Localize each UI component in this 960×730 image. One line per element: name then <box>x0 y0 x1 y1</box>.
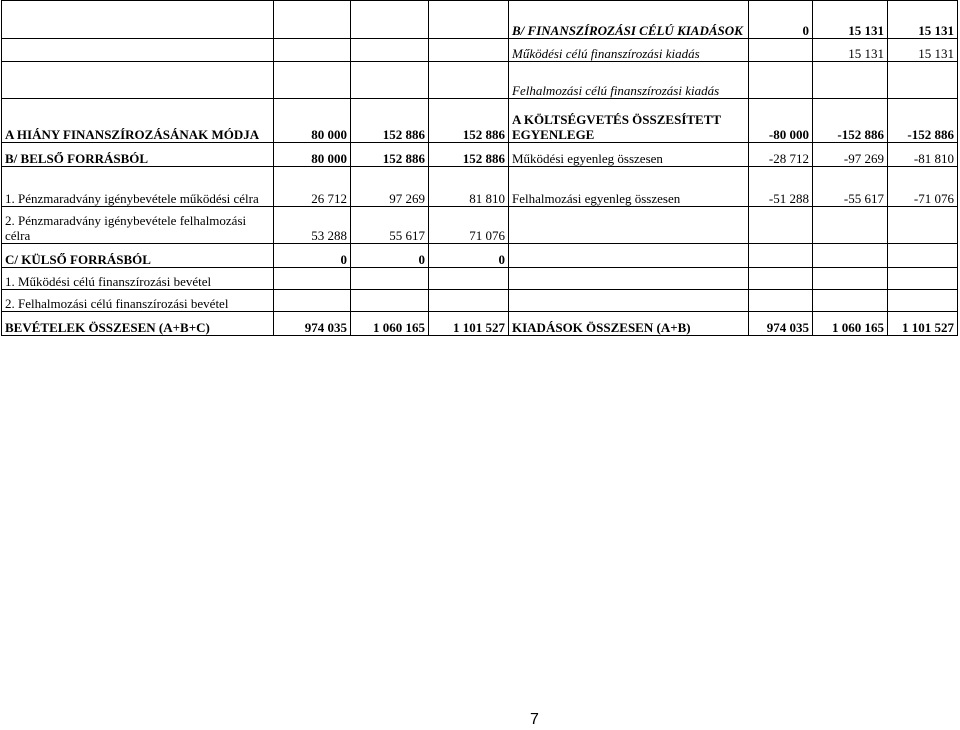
table-row <box>2 167 958 207</box>
right-value-3 <box>888 290 958 312</box>
budget-balance-table <box>1 0 958 336</box>
left-value-2: 97 269 <box>351 167 429 207</box>
left-value-1: 974 035 <box>274 312 351 336</box>
right-value-1: 0 <box>749 1 813 39</box>
right-label: Felhalmozási célú finanszírozási kiadás <box>509 62 749 99</box>
table-row <box>2 99 958 143</box>
left-value-1: 80 000 <box>274 143 351 167</box>
table-row <box>2 1 958 39</box>
left-value-3: 71 076 <box>429 207 509 244</box>
right-value-2: -97 269 <box>813 143 888 167</box>
left-value-3 <box>429 39 509 62</box>
right-value-1 <box>749 244 813 268</box>
left-label: 2. Pénzmaradvány igénybevétele felhalmozási célra <box>2 207 274 244</box>
right-value-2: 15 131 <box>813 39 888 62</box>
right-value-1: -51 288 <box>749 167 813 207</box>
right-value-2 <box>813 207 888 244</box>
left-value-1: 0 <box>274 244 351 268</box>
right-value-1 <box>749 39 813 62</box>
right-value-3: 15 131 <box>888 1 958 39</box>
right-value-3 <box>888 62 958 99</box>
table-row <box>2 207 958 244</box>
left-value-2: 152 886 <box>351 99 429 143</box>
left-value-1 <box>274 268 351 290</box>
left-value-1: 26 712 <box>274 167 351 207</box>
right-label: Működési egyenleg összesen <box>509 143 749 167</box>
right-label: A KÖLTSÉGVETÉS ÖSSZESÍTETT EGYENLEGE <box>509 99 749 143</box>
left-label: A HIÁNY FINANSZÍROZÁSÁNAK MÓDJA <box>2 99 274 143</box>
right-value-3: 15 131 <box>888 39 958 62</box>
right-value-1 <box>749 207 813 244</box>
left-label: B/ BELSŐ FORRÁSBÓL <box>2 143 274 167</box>
table-row <box>2 312 958 336</box>
right-value-3 <box>888 207 958 244</box>
left-label: 1. Pénzmaradvány igénybevétele működési célra <box>2 167 274 207</box>
right-label: Működési célú finanszírozási kiadás <box>509 39 749 62</box>
table-row <box>2 268 958 290</box>
left-label <box>2 1 274 39</box>
left-value-1: 53 288 <box>274 207 351 244</box>
left-value-2 <box>351 268 429 290</box>
left-value-1 <box>274 39 351 62</box>
right-value-3: -71 076 <box>888 167 958 207</box>
right-value-2: 15 131 <box>813 1 888 39</box>
left-label <box>2 62 274 99</box>
left-value-3 <box>429 290 509 312</box>
left-value-3: 0 <box>429 244 509 268</box>
right-value-1 <box>749 290 813 312</box>
right-value-3 <box>888 244 958 268</box>
right-label: KIADÁSOK ÖSSZESEN (A+B) <box>509 312 749 336</box>
left-value-1 <box>274 1 351 39</box>
left-value-2 <box>351 290 429 312</box>
left-value-1: 80 000 <box>274 99 351 143</box>
right-value-1: -80 000 <box>749 99 813 143</box>
right-value-1: -28 712 <box>749 143 813 167</box>
right-value-2: -152 886 <box>813 99 888 143</box>
left-value-3: 152 886 <box>429 99 509 143</box>
left-value-2: 152 886 <box>351 143 429 167</box>
right-label <box>509 290 749 312</box>
table-row <box>2 290 958 312</box>
left-label: BEVÉTELEK ÖSSZESEN (A+B+C) <box>2 312 274 336</box>
left-label: 2. Felhalmozási célú finanszírozási bevétel <box>2 290 274 312</box>
right-value-2 <box>813 268 888 290</box>
right-value-1 <box>749 62 813 99</box>
left-value-3 <box>429 62 509 99</box>
right-label <box>509 244 749 268</box>
left-value-3: 152 886 <box>429 143 509 167</box>
left-value-2 <box>351 1 429 39</box>
left-value-2: 55 617 <box>351 207 429 244</box>
right-value-3: -81 810 <box>888 143 958 167</box>
table-row <box>2 62 958 99</box>
left-label <box>2 39 274 62</box>
right-value-3 <box>888 268 958 290</box>
page-number: 7 <box>530 711 539 728</box>
table-row <box>2 244 958 268</box>
right-label <box>509 207 749 244</box>
right-value-3: 1 101 527 <box>888 312 958 336</box>
right-value-1 <box>749 268 813 290</box>
left-value-2 <box>351 39 429 62</box>
right-value-3: -152 886 <box>888 99 958 143</box>
right-label <box>509 268 749 290</box>
left-value-1 <box>274 290 351 312</box>
right-value-2 <box>813 62 888 99</box>
right-value-1: 974 035 <box>749 312 813 336</box>
table-row <box>2 39 958 62</box>
left-label: C/ KÜLSŐ FORRÁSBÓL <box>2 244 274 268</box>
left-value-3: 81 810 <box>429 167 509 207</box>
left-value-2 <box>351 62 429 99</box>
right-value-2: 1 060 165 <box>813 312 888 336</box>
right-value-2 <box>813 244 888 268</box>
left-value-2: 1 060 165 <box>351 312 429 336</box>
right-value-2: -55 617 <box>813 167 888 207</box>
left-label: 1. Működési célú finanszírozási bevétel <box>2 268 274 290</box>
left-value-3 <box>429 1 509 39</box>
left-value-2: 0 <box>351 244 429 268</box>
left-value-3 <box>429 268 509 290</box>
left-value-1 <box>274 62 351 99</box>
left-value-3: 1 101 527 <box>429 312 509 336</box>
right-label: Felhalmozási egyenleg összesen <box>509 167 749 207</box>
right-label: B/ FINANSZÍROZÁSI CÉLÚ KIADÁSOK <box>509 1 749 39</box>
right-value-2 <box>813 290 888 312</box>
table-row <box>2 143 958 167</box>
